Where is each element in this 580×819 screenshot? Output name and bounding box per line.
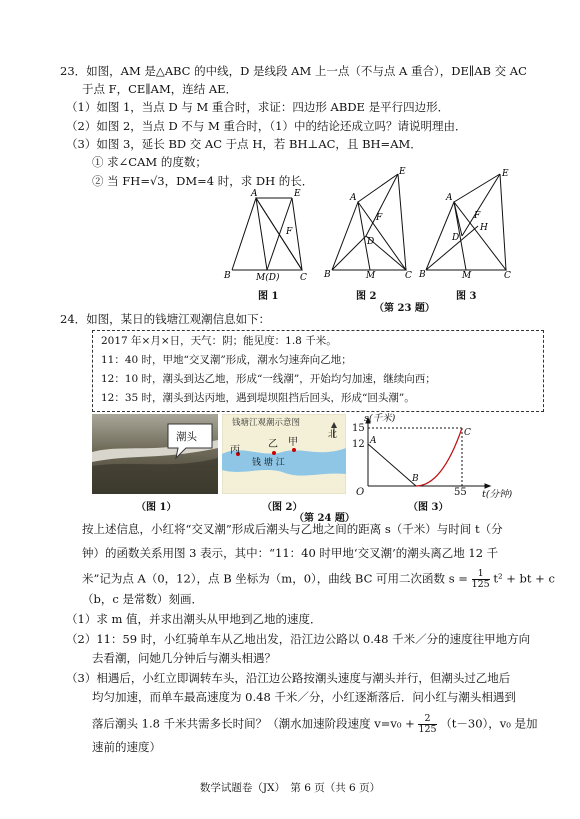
q24-part3-line3-text: 落后潮头 1.8 千米共需多长时间？（潮水加速阶段速度 v=v₀ + [92,716,415,731]
graph-y-tick-12: 12 [352,439,365,450]
q24-part3-line3 [92,714,538,735]
map-title: 钱塘江观潮示意图 [232,418,301,428]
q24-intro: 24．如图，某日的钱塘江观潮信息如下： [60,312,271,326]
q24-info-line: 11：40 时，甲地“交叉潮”形成，潮水匀速奔向乙地； [101,354,352,366]
graph-xlabel: t(分钟) [482,489,513,500]
q24-fig3-label: （图 3） [408,502,449,513]
graph-ylabel: s(千米) [364,413,396,424]
q23-fig1-label: 图 1 [258,291,279,302]
svg-text:F: F [376,213,383,223]
graph-y-tick-15: 15 [352,423,365,434]
q24-fraction [472,569,490,590]
map-north: 北 [328,430,338,440]
q23-part2: （2）如图 2，当点 D 不与 M 重合时，（1）中的结论还成立吗？请说明理由． [66,119,467,133]
q23-sub1: ① 求∠CAM 的度数； [92,155,207,169]
svg-text:F: F [474,211,481,221]
svg-text:M: M [366,271,376,278]
q23-caption: （第 23 题） [374,303,435,314]
q24-body-line3-text: 米”记为点 A（0，12），点 B 坐标为（m，0），曲线 BC 可用二次函数 s = [82,571,468,586]
q23-figure-3 [418,166,518,278]
svg-text:E: E [399,167,406,177]
map-place-bing: 丙 [230,445,240,456]
q24-part2-line1: （2）11：59 时，小红骑单车从乙地出发，沿江边公路以 0.48 千米／分的速度往甲地方向 [66,632,531,646]
q23-figure-1 [222,188,312,283]
q23-figure-2 [322,166,414,278]
graph-point-c: C [464,428,471,438]
fraction-numerator: 2 [418,714,436,725]
graph-point-b: B [412,474,419,484]
q23-fig2-label: 图 2 [356,291,377,302]
svg-text:E: E [502,169,509,179]
svg-text:M: M [462,271,472,278]
svg-text:D: D [452,233,460,243]
svg-text:C: C [300,273,307,283]
fraction-denominator: 125 [418,724,437,735]
q24-body-line1: 按上述信息，小红将“交叉潮”形成后潮头与乙地之间的距离 s（千米）与时间 t（分 [82,522,503,536]
q24-part3-line1: （3）相遇后，小红立即调转车头，沿江边公路按潮头速度与潮头并行，但潮头过乙地后 [66,671,511,685]
q24-part3-line3-tail: （t－30），v₀ 是加 [440,716,538,731]
q24-fraction-2 [418,714,436,735]
svg-text:C: C [405,271,412,278]
svg-text:B: B [324,270,331,278]
map-river-label: 钱 塘 江 [252,458,285,468]
svg-text:B: B [419,270,426,278]
q23-part3: （3）如图 3，延长 BD 交 AC 于点 H，若 BH⊥AC，且 BH=AM． [66,137,422,151]
page-footer: 数学试题卷（JX） 第 6 页（共 6 页） [199,782,381,794]
q24-info-line: 2017 年×月×日，天气：阴；能见度：1.8 千米。 [101,335,337,347]
q24-fig1-label: （图 1） [136,502,177,513]
q24-caption: （第 24 题） [294,513,355,524]
map-place-jia: 甲 [288,437,298,448]
q23-intro-line1: 23．如图，AM 是△ABC 的中线，D 是线段 AM 上一点（不与点 A 重合），DE∥AB 交 AC [60,64,527,78]
svg-text:B: B [224,271,231,281]
q23-sub2: ② 当 FH=√3，DM=4 时，求 DH 的长． [92,174,314,188]
svg-text:D: D [367,237,375,247]
q24-part3-line2: 均匀加速，而单车最高速度为 0.48 千米／分，小红逐渐落后．问小红与潮头相遇到 [92,690,516,704]
distance-time-graph [346,414,496,498]
q24-part3-line4: 速前的速度） [92,740,161,754]
svg-text:A: A [350,193,357,203]
map-place-yi: 乙 [268,439,278,450]
svg-text:E: E [294,189,301,199]
q23-intro-line2: 于点 F，CE∥AM，连结 AE． [82,82,238,96]
graph-x-tick-55: 55 [454,487,467,498]
q24-info-line: 12：10 时，潮头到达乙地，形成“一线潮”，开始均匀加速，继续向西； [101,373,436,385]
q24-body-line3-formula: t² + bt + c [493,571,555,586]
q24-body-line2: 钟）的函数关系用图 3 表示，其中：“11：40 时甲地‘交叉潮’的潮头离乙地 12 千 [82,546,499,560]
bubble-text: 潮头 [176,431,197,443]
q24-fig2-label: （图 2） [262,502,303,513]
svg-text:A: A [251,189,258,199]
svg-text:A: A [446,193,453,203]
svg-text:H: H [480,223,488,233]
graph-origin: O [356,487,365,498]
q24-part2-line2: 去看潮，问她几分钟后与潮头相遇？ [92,651,276,665]
fraction-denominator: 125 [471,579,490,590]
svg-text:M(D): M(D) [256,273,280,283]
q24-body-line3 [82,569,555,590]
q24-info-line: 12：35 时，潮头到达丙地，遇到堤坝阻挡后回头，形成“回头潮”。 [101,392,415,404]
q24-info-box [92,330,544,412]
graph-point-a: A [370,436,377,446]
q24-part1: （1）求 m 值，并求出潮头从甲地到乙地的速度． [66,612,322,626]
q24-body-line4: （b，c 是常数）刻画． [82,592,203,606]
q23-fig3-label: 图 3 [456,291,477,302]
svg-text:C: C [504,271,511,278]
q23-part1: （1）如图 1，当点 D 与 M 重合时，求证：四边形 ABDE 是平行四边形． [66,100,450,114]
svg-text:F: F [286,227,293,237]
fraction-numerator: 1 [472,569,490,580]
